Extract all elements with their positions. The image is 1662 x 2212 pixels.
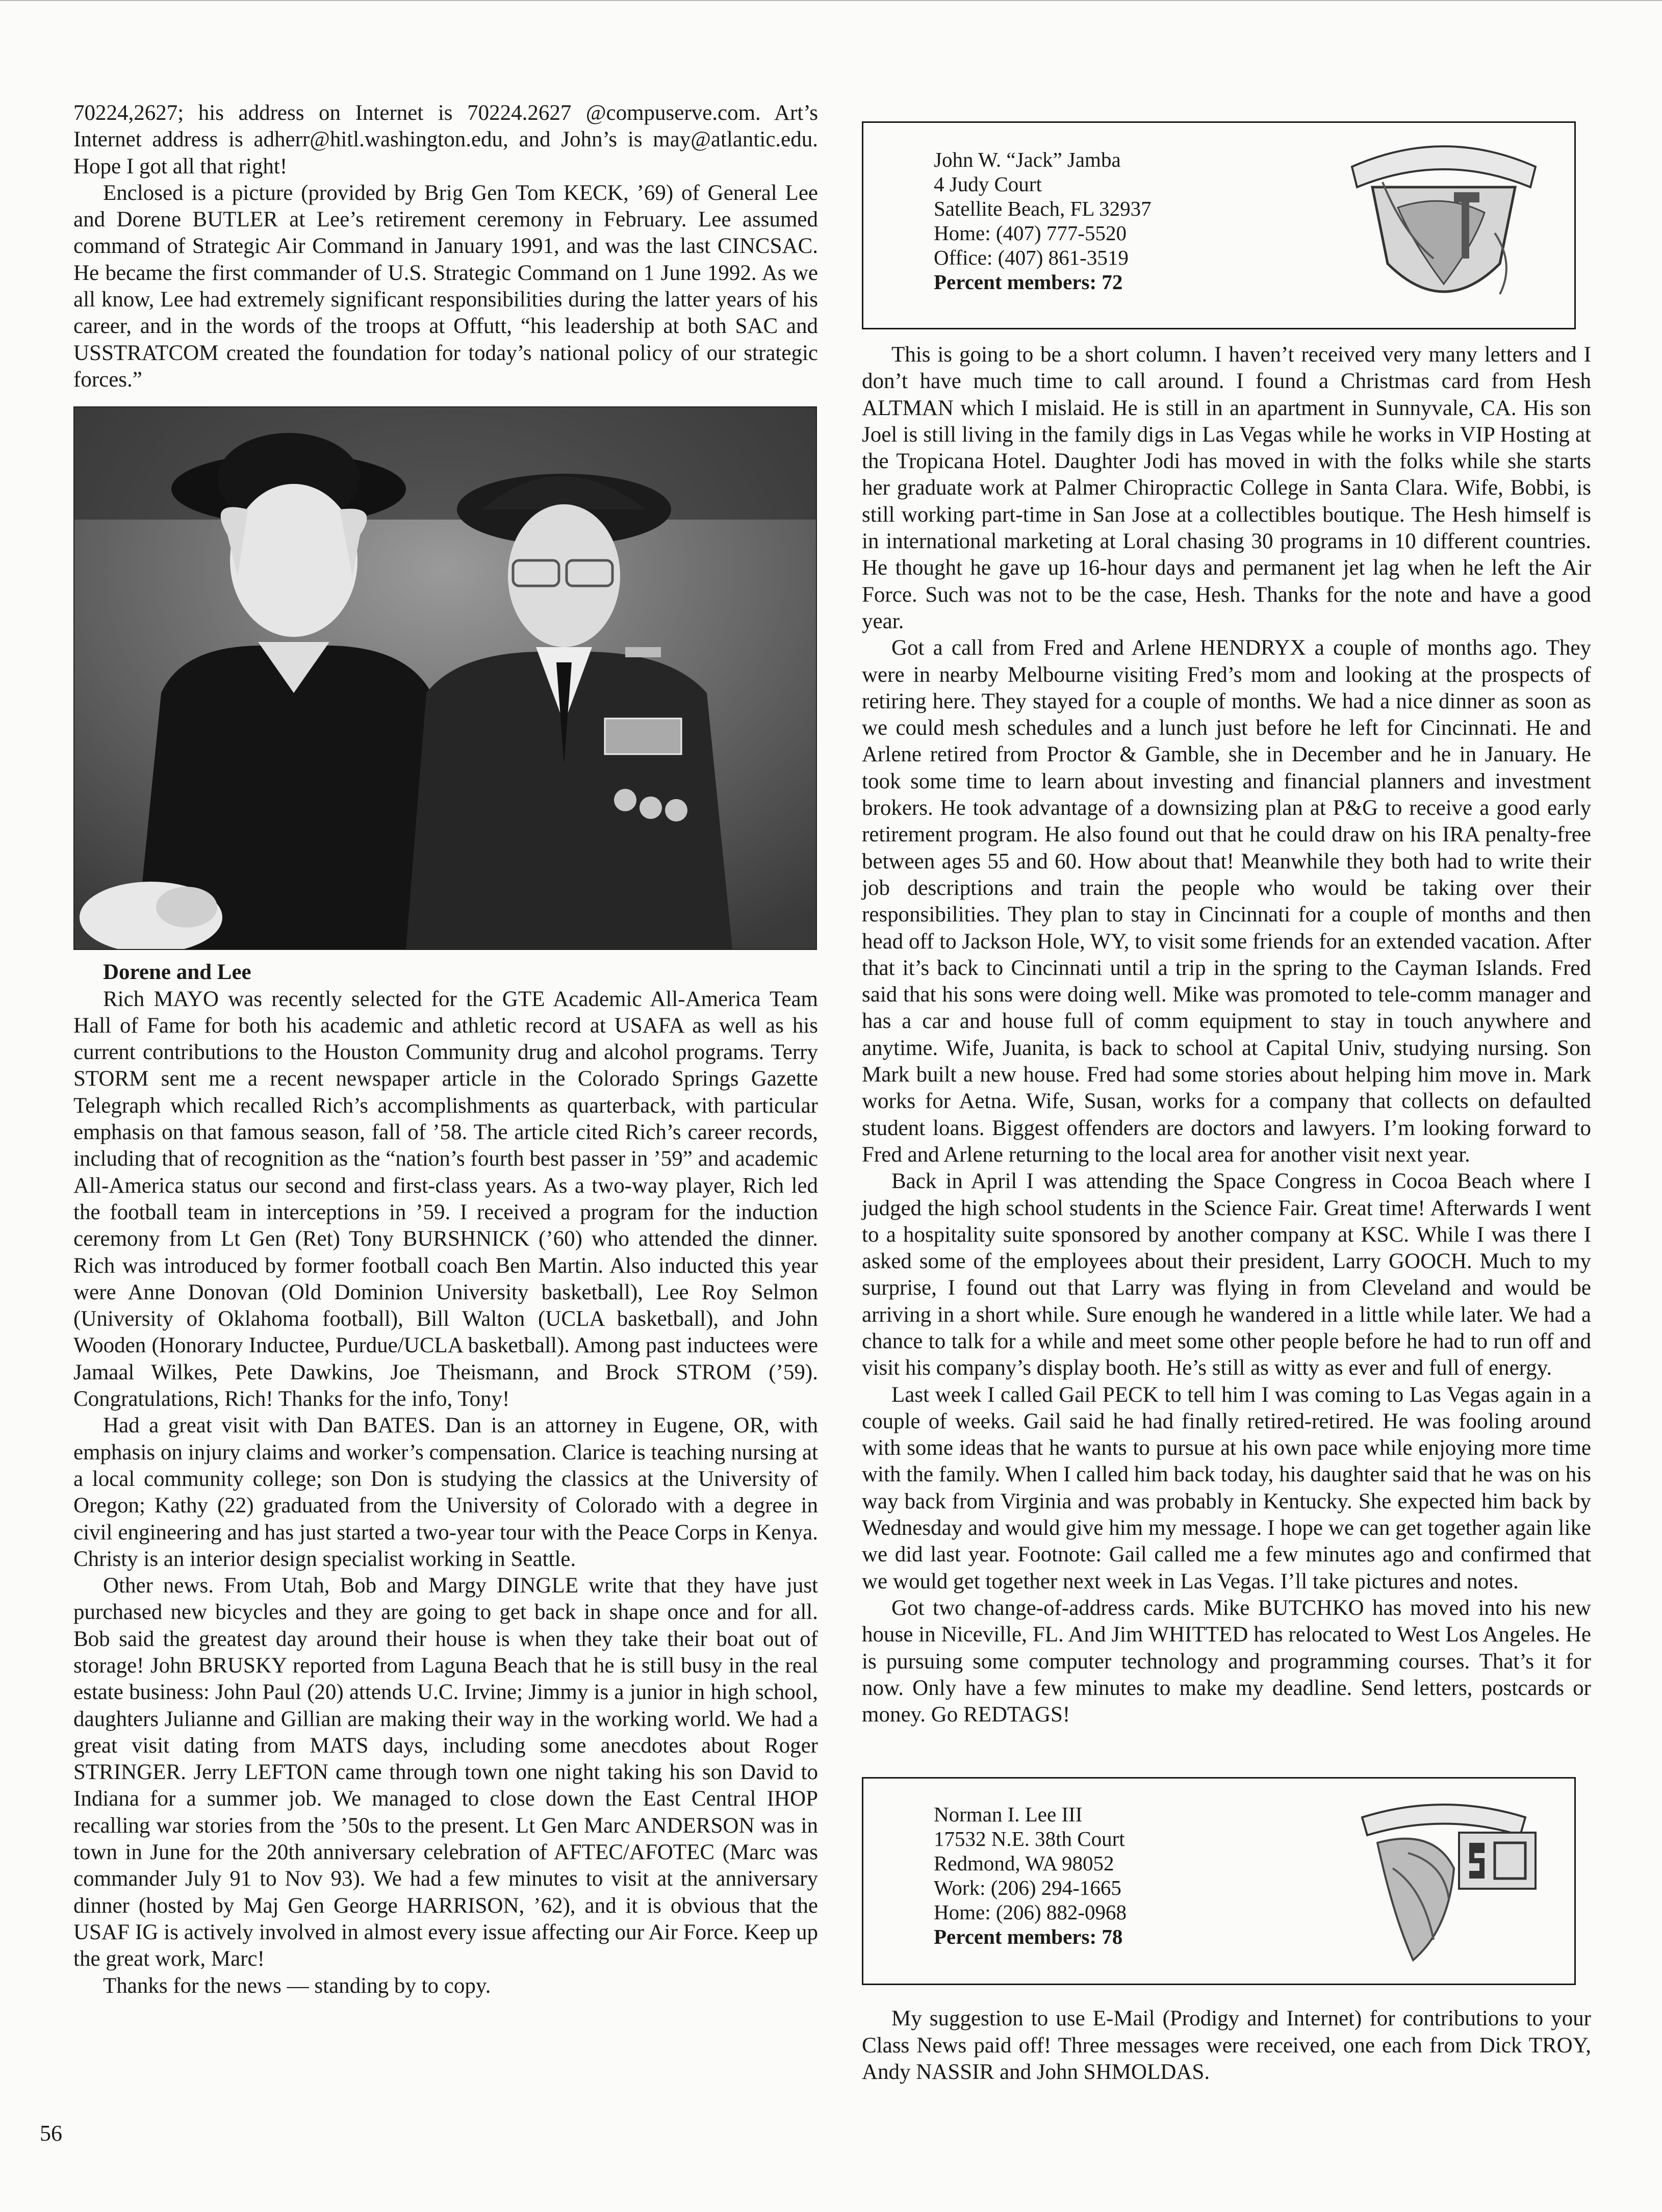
contact-name: Norman I. Lee III <box>934 1803 1083 1827</box>
paragraph: Had a great visit with Dan BATES. Dan is an attorney in Eugene, OR, with emphasis on injury claims and worker’s compensation. Clarice is teaching nursing at a local community college; son Don is studying the classics at the University of Oregon; Kathy (22) graduated from the University of Colorado with a degree in civil engineering and has just started a two-year tour with the Peace Corps in Kenya. Christy is an interior design specialist working in Seattle. <box>73 1413 818 1571</box>
contact-office-phone: Office: (407) 861-3519 <box>934 246 1129 269</box>
paragraph: My suggestion to use E-Mail (Prodigy and Internet) for contributions to your Class News paid off! Three messages were received, one each from Dick TROY, Andy NASSIR and John SHMOLDAS. <box>862 2007 1591 2085</box>
percent-members: Percent members: 78 <box>934 1925 1123 1949</box>
contact-city: Redmond, WA 98052 <box>934 1851 1114 1875</box>
page-top-rule <box>0 0 1662 1</box>
photo-caption: Dorene and Lee <box>103 960 251 985</box>
paragraph: 70224,2627; his address on Internet is 70224.2627 @compuserve.com. Art’s Internet address is adherr@hitl.washington.edu, and John’s is may@atlantic.edu. Hope I got all that right! <box>73 101 818 178</box>
contact-home-phone: Home: (407) 777-5520 <box>934 221 1127 245</box>
contact-street: 4 Judy Court <box>934 172 1042 196</box>
contact-name: John W. “Jack” Jamba <box>934 148 1121 171</box>
paragraph: Enclosed is a picture (provided by Brig Gen Tom KECK, ’69) of General Lee and Dorene BUTLER at Lee’s retirement ceremony in February. Lee assumed command of Strategic Air Command in January 1991, and was the last CINCSAC. He became the first commander of U.S. Strategic Command on 1 June 1992. As we all know, Lee had extremely significant responsibilities during the latter years of his career, and in the words of the troops at Offutt, “his leadership at both SAC and USSTRATCOM created the foundation for today’s national policy of our strategic forces.” <box>73 181 818 392</box>
left-column <box>73 100 818 1999</box>
contact-street: 17532 N.E. 38th Court <box>934 1827 1125 1851</box>
percent-members: Percent members: 72 <box>934 270 1123 294</box>
contact-work-phone: Work: (206) 294-1665 <box>934 1876 1121 1900</box>
paragraph: Other news. From Utah, Bob and Margy DINGLE write that they have just purchased new bicycles and they are going to get back in shape once and for all. Bob said the greatest day around their house is when they take their boat out of storage! John BRUSKY reported from Laguna Beach that he is still busy in the real estate business: John Paul (20) attends U.C. Irvine; Jimmy is a junior in high school, daughters Julianne and Gillian are making their way in the working world. We had a great visit dating from MATS days, including some anecdotes about Roger STRINGER. Jerry LEFTON came through town one night taking his son David to Indiana for a summer job. We managed to close down the East Central IHOP recalling war stories from the ’50s to the present. Lt Gen Marc ANDERSON was in town in June for the 20th anniversary celebration of AFTEC/AFOTEC (Marc was commander July 91 to Nov 93). We had a few minutes to visit at the anniversary dinner (hosted by Maj Gen George HARRISON, ’62), and it is obvious that the USAF IG is actively involved in almost every issue affecting our Air Force. Keep up the great work, Marc! <box>73 1574 818 1971</box>
class-crest-icon <box>1332 1787 1556 1980</box>
class-crest-icon <box>1332 131 1556 325</box>
paragraph: This is going to be a short column. I haven’t received very many letters and I don’t have much time to call around. I found a Christmas card from Hesh ALTMAN which I mislaid. He is still in an apartment in Sunnyvale, CA. His son Joel is still living in the family digs in Las Vegas while he works in VIP Hosting at the Tropicana Hotel. Daughter Jodi has moved in with the folks while she starts her graduate work at Palmer Chiropractic College in Santa Clara. Wife, Bobbi, is still working part-time in San Jose at a collectibles boutique. The Hesh himself is in international marketing at Loral chasing 30 programs in 10 different countries. He thought he gave up 16-hour days and permanent jet lag when he left the Air Force. Such was not to be the case, Hesh. Thanks for the note and have a good year. <box>862 343 1591 633</box>
photo-dorene-and-lee <box>73 406 817 950</box>
paragraph: Got a call from Fred and Arlene HENDRYX a couple of months ago. They were in nearby Melbourne visiting Fred’s mom and looking at the prospects of retiring here. They stayed for a couple of months. We had a nice dinner as soon as we could mesh schedules and a lunch just before he left for Cincinnati. He and Arlene retired from Proctor & Gamble, she in December and he in January. He took some time to learn about investing and financial planners and investment brokers. He took advantage of a downsizing plan at P&G to receive a good early retirement program. He also found out that he could draw on his IRA penalty-free between ages 55 and 60. How about that! Meanwhile they both had to write their job descriptions and train the people who would be taking over their responsibilities. They plan to stay in Cincinnati for a couple of months and then head off to Jackson Hole, WY, to visit some friends for an extended vacation. After that it’s back to Cincinnati until a trip in the spring to the Cayman Islands. Fred said that his sons were doing well. Mike was promoted to tele-comm manager and has a car and house full of comm equipment to stay in touch anywhere and anytime. Wife, Juanita, is back to school at Capital Univ, studying nursing. Son Mark built a new house. Fred had some stories about helping him move in. Mark works for Aetna. Wife, Susan, works for a company that collects on defaulted student loans. Biggest offenders are doctors and lawyers. I’m looking forward to Fred and Arlene returning to the local area for another visit next year. <box>862 636 1591 1167</box>
paragraph: Thanks for the news — standing by to copy. <box>103 1973 491 1998</box>
paragraph: Got two change-of-address cards. Mike BUTCHKO has moved into his new house in Niceville, FL. And Jim WHITTED has relocated to West Los Angeles. He is pursuing some computer technology and programming courses. That’s it for now. Only have a few minutes to make my deadline. Send letters, postcards or money. Go REDTAGS! <box>862 1596 1591 1727</box>
paragraph: Back in April I was attending the Space Congress in Cocoa Beach where I judged the high school students in the Science Fair. Great time! Afterwards I went to a hospitality suite sponsored by another company at KSC. While I was there I asked some of the employees about their president, Larry GOOCH. Much to my surprise, I found out that Larry was flying in from Cleveland and would be arriving in a short while. Sure enough he wandered in a little while later. We had a chance to talk for a while and meet some other people before he had to run off and visit his company’s display booth. He’s still as witty as ever and full of energy. <box>862 1169 1591 1380</box>
contact-home-phone: Home: (206) 882-0968 <box>934 1900 1127 1924</box>
paragraph: Last week I called Gail PECK to tell him I was coming to Las Vegas again in a couple of weeks. Gail said he had finally retired-retired. He was fooling around with some ideas that he wants to pursue at his own pace while enjoying more time with the family. When I called him back today, his daughter said that he was on his way back from Virginia and was probably in Kentucky. She expected him back by Wednesday and would give him my message. I hope we can get together again like we did last year. Footnote: Gail called me a few minutes ago and confirmed that we would get together next week in Las Vegas. I’ll take pictures and notes. <box>862 1382 1591 1593</box>
class-contact-box-lee <box>862 1777 1576 1985</box>
paragraph: Rich MAYO was recently selected for the GTE Academic All-America Team Hall of Fame for both his academic and athletic record at USAFA as well as his current contributions to the Houston Community drug and alcohol programs. Terry STORM sent me a recent newspaper article in the Colorado Springs Gazette Telegraph which recalled Rich’s accomplishments as quarterback, with particular emphasis on that famous season, fall of ’58. The article cited Rich’s career records, including that of recognition as the “nation’s fourth best passer in ’59” and academic All-America status our second and first-class years. As a two-way player, Rich led the football team in interceptions in ’59. I received a program for the induction ceremony from Lt Gen (Ret) Tony BURSHNICK (’60) who attended the dinner. Rich was introduced by former football coach Ben Martin. Also inducted this year were Anne Donovan (Old Dominion University basketball), Lee Roy Selmon (University of Oklahoma football), Bill Walton (UCLA basketball), and John Wooden (Honorary Inductee, Purdue/UCLA basketball). Among past inductees were Jamaal Wilkes, Pete Dawkins, Joe Theismann, and Brock STROM (’59). Congratulations, Rich! Thanks for the info, Tony! <box>73 987 818 1411</box>
contact-city: Satellite Beach, FL 32937 <box>934 197 1152 220</box>
class-contact-box-jamba <box>862 121 1576 329</box>
page-number: 56 <box>40 2121 62 2146</box>
right-column <box>862 110 1591 2086</box>
